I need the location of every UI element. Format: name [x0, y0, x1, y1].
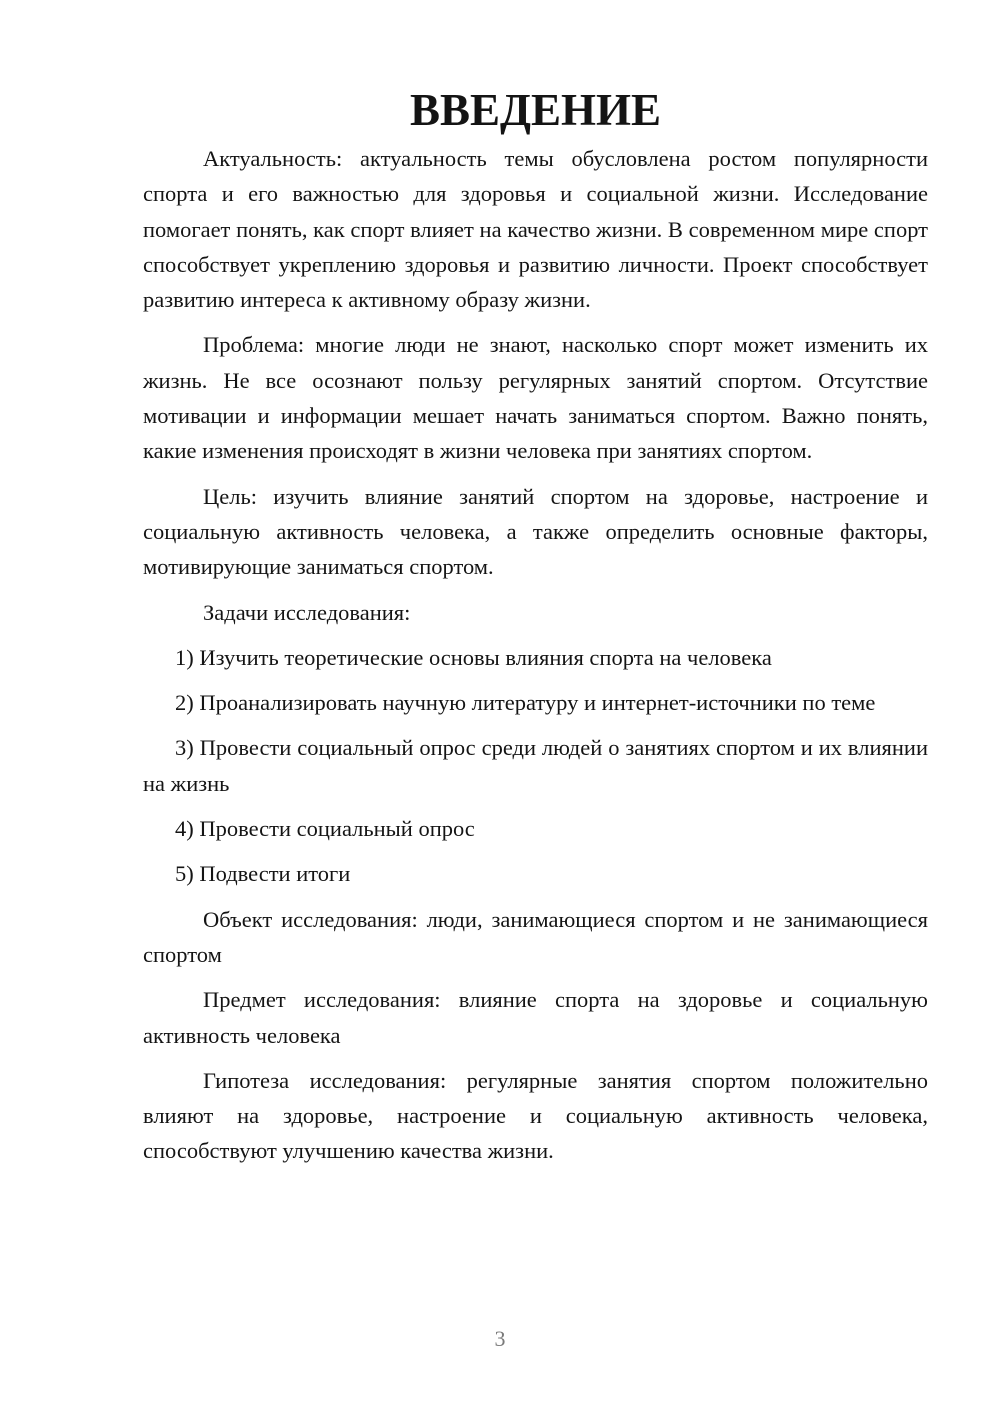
list-item: 2) Проанализировать научную литературу и интернет-источники по теме	[175, 690, 876, 716]
paragraph-subject: Предмет исследования: влияние спорта на здоровье и социальную активность человека	[143, 987, 928, 1048]
list-item: 4) Провести социальный опрос	[175, 816, 475, 842]
paragraph-tasks-heading: Задачи исследования:	[203, 599, 411, 625]
page-title: ВВЕДЕНИЕ	[409, 85, 662, 135]
tasks-list	[143, 640, 928, 892]
paragraph-hypothesis: Гипотеза исследования: регулярные занятия спортом положительно влияют на здоровье, настроение и социальную активность человека, способствуют улучшению качества жизни.	[143, 1067, 928, 1164]
list-item: 5) Подвести итоги	[175, 861, 351, 887]
list-item: 3) Провести социальный опрос среди людей о занятиях спортом и их влиянии на жизнь	[143, 735, 928, 796]
page-number: 3	[494, 1326, 506, 1351]
list-item: 1) Изучить теоретические основы влияния спорта на человека	[175, 644, 772, 670]
document-body	[143, 141, 928, 1179]
paragraph-problem: Проблема: многие люди не знают, насколько спорт может изменить их жизнь. Не все осознают пользу регулярных занятий спортом. Отсутствие мотивации и информации мешает начать заниматься спортом. Важно понять, какие изменения происходят в жизни человека при занятиях спортом.	[143, 332, 928, 464]
paragraph-object: Объект исследования: люди, занимающиеся спортом и не занимающиеся спортом	[143, 906, 928, 967]
paragraph-relevance: Актуальность: актуальность темы обусловлена ростом популярности спорта и его важностью для здоровья и социальной жизни. Исследование помогает понять, как спорт влияет на качество жизни. В современном мире спорт способствует укреплению здоровья и развитию личности. Проект способствует развитию интереса к активному образу жизни.	[143, 146, 928, 313]
paragraph-goal: Цель: изучить влияние занятий спортом на здоровье, настроение и социальную активность человека, а также определить основные факторы, мотивирующие заниматься спортом.	[143, 483, 928, 580]
